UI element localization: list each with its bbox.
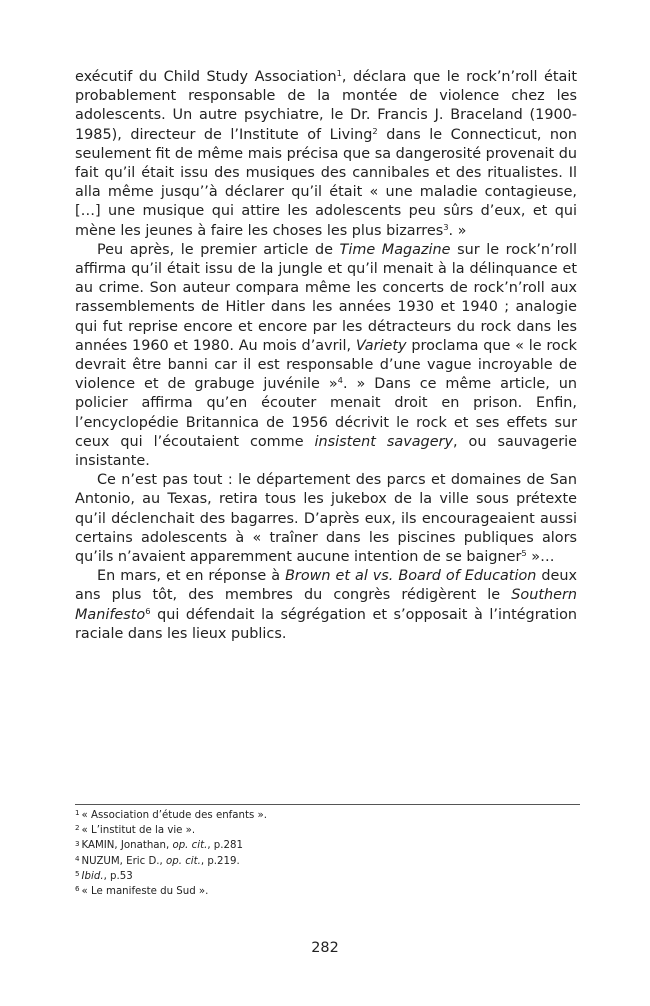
footnote-number: 6 bbox=[75, 884, 80, 894]
footnote-ref: 4 bbox=[337, 375, 343, 386]
italic-text: Time Magazine bbox=[339, 241, 451, 258]
footnote-number: 1 bbox=[75, 808, 80, 818]
italic-text: op. cit. bbox=[166, 855, 201, 867]
paragraph-text: , déclara que le rock’n’roll était probablement responsable de la montée de violence chez les adolescents. Un autre psychiatre, le Dr. Francis J. Braceland (1900-1985), directeur de l’Institute of Living bbox=[75, 69, 578, 143]
footnote-text: , p.219. bbox=[200, 855, 240, 867]
footnote-text: , p.281 bbox=[207, 840, 243, 852]
footnote-number: 5 bbox=[75, 868, 80, 878]
footnote bbox=[75, 823, 580, 838]
footnote bbox=[75, 838, 580, 853]
paragraph-text: Ce n’est pas tout : le département des parcs et domaines de San Antonio, au Texas, retira tous les jukebox de la ville sous prétexte qu’il déclenchait des bagarres. D’après eux, ils encourageaient aussi certains adolescents à « traîner dans les piscines publiques alors qu’ils n’avaient apparemment aucune intention de se baigner bbox=[75, 472, 577, 566]
paragraph bbox=[75, 68, 577, 241]
footnote-ref: 6 bbox=[145, 605, 151, 616]
footnote-ref: 2 bbox=[372, 125, 378, 136]
footnote bbox=[75, 808, 580, 823]
footnote-text: , p.53 bbox=[103, 870, 133, 882]
italic-text: op. cit. bbox=[172, 840, 208, 852]
paragraph-text: En mars, et en réponse à bbox=[97, 568, 286, 585]
paragraph bbox=[75, 567, 577, 644]
footnote-text: « Association d’étude des enfants ». bbox=[81, 810, 267, 821]
footnote-text: « Le manifeste du Sud ». bbox=[81, 886, 209, 898]
italic-text: Variety bbox=[355, 337, 407, 354]
paragraph-text: exécutif du Child Study Association bbox=[75, 69, 337, 85]
page-number: 282 bbox=[311, 940, 339, 956]
italic-text: Ibid. bbox=[81, 870, 104, 882]
paragraph-text: dans le Connecticut, non seulement fit de même mais précisa que sa dangerosité provenait du fait qu’il était issu des musiques des cannibales et des ritualistes. Il alla même jusqu’’à déclarer qu’il était « une maladie contagieuse, […] une musique qui attire les adolescents peu sûrs d’eux, et qui mène les jeunes à faire les choses les plus bizarres bbox=[75, 126, 577, 239]
paragraph-text: . » Dans ce même article, un policier affirma qu’en écouter menait droit en prison. Enfin, l’encyclopédie Britannica de 1956 décrivit le rock et ses effets sur ceux qui l’écoutaient comme bbox=[75, 376, 578, 450]
italic-text: insistent savagery bbox=[314, 433, 453, 450]
italic-text: Southern Manifesto bbox=[75, 587, 577, 623]
paragraph-text: proclama que « le rock devrait être banni car il est responsable d’une vague incroyable de violence et de grabuge juvénile » bbox=[75, 337, 577, 393]
footnote-text: KAMIN, Jonathan, bbox=[81, 840, 173, 852]
paragraph-text: qui défendait la ségrégation et s’opposait à l’intégration raciale dans les lieux publics. bbox=[75, 606, 577, 642]
footnote bbox=[75, 869, 580, 884]
footnote-text: « L’institut de la vie ». bbox=[81, 825, 196, 837]
footnote-number: 2 bbox=[75, 823, 80, 833]
footnote-separator bbox=[75, 804, 580, 805]
footnote-ref: 3 bbox=[443, 221, 449, 232]
italic-text: Brown et al vs. Board of Education bbox=[285, 568, 537, 585]
paragraph bbox=[75, 241, 577, 471]
paragraph-text: deux ans plus tôt, des membres du congrès rédigèrent le bbox=[75, 568, 577, 604]
footnote bbox=[75, 854, 580, 869]
paragraph-text: . » bbox=[448, 222, 467, 239]
body-text bbox=[75, 68, 577, 644]
paragraph bbox=[75, 471, 577, 567]
footnote-ref: 1 bbox=[336, 68, 342, 78]
footnote-number: 3 bbox=[75, 838, 80, 848]
paragraph-text: Peu après, le premier article de bbox=[97, 241, 340, 258]
footnote bbox=[75, 884, 580, 899]
footnote-ref: 5 bbox=[521, 548, 527, 559]
footnote-number: 4 bbox=[75, 853, 80, 863]
footnotes bbox=[75, 808, 580, 899]
footnote-text: NUZUM, Eric D., bbox=[81, 855, 167, 867]
paragraph-text: , ou sauvagerie insistante. bbox=[75, 433, 577, 470]
paragraph-text: sur le rock’n’roll affirma qu’il était issu de la jungle et qu’il menait à la délinquance et au crime. Son auteur compara même les concerts de rock’n’roll aux rassemblements de Hitler dans les années 1930 et 1940 ; analogie qui fut reprise encore et encore par les détracteurs du rock dans les années 1960 et 1980. Au mois d’avril, bbox=[75, 241, 577, 354]
paragraph-text: »… bbox=[526, 549, 555, 566]
